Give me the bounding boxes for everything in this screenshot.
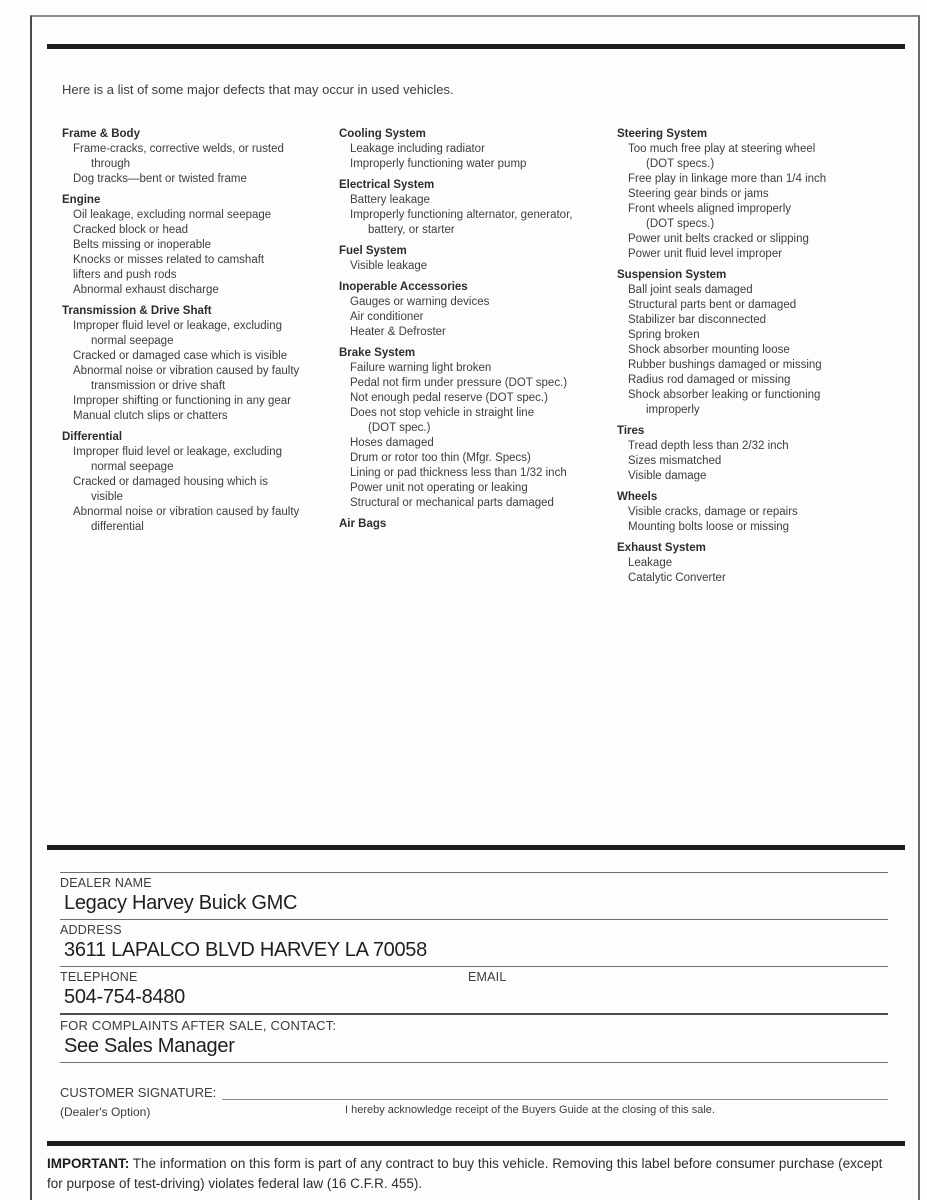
defect-item: (DOT spec.) (368, 422, 431, 434)
defect-item: Abnormal noise or vibration caused by faulty (73, 506, 300, 518)
defect-section (62, 430, 339, 535)
defect-item: Power unit fluid level improper (628, 248, 783, 260)
complaints-label: FOR COMPLAINTS AFTER SALE, CONTACT: (60, 1018, 337, 1033)
important-label: IMPORTANT: (47, 1156, 130, 1171)
address-label: ADDRESS (60, 923, 122, 937)
defect-item: Abnormal exhaust discharge (73, 284, 219, 296)
defect-item: Free play in linkage more than 1/4 inch (628, 173, 827, 185)
defects-column-3 (617, 127, 897, 586)
defect-section (617, 268, 897, 418)
defect-item: through (91, 158, 131, 170)
defect-item: Steering gear binds or jams (628, 188, 769, 200)
defect-item: Structural or mechanical parts damaged (350, 497, 554, 509)
defect-item: Failure warning light broken (350, 362, 492, 374)
defect-item: Improper fluid level or leakage, excluding (73, 320, 283, 332)
defect-section-header: Engine (62, 194, 101, 206)
defect-item: Dog tracks—bent or twisted frame (73, 173, 247, 185)
defect-item: Visible leakage (350, 260, 428, 272)
defect-item: Ball joint seals damaged (628, 284, 753, 296)
defect-item: (DOT specs.) (646, 218, 715, 230)
defect-item: Structural parts bent or damaged (628, 299, 797, 311)
defect-section-header: Inoperable Accessories (339, 281, 468, 293)
defect-item: Does not stop vehicle in straight line (350, 407, 535, 419)
defect-item: Heater & Defroster (350, 326, 446, 338)
defect-item: Too much free play at steering wheel (628, 143, 816, 155)
defect-item: Spring broken (628, 329, 700, 341)
dealer-section-divider-bar (47, 845, 905, 850)
defect-section-header: Air Bags (339, 518, 387, 530)
defect-section-header: Cooling System (339, 128, 426, 140)
customer-signature-block (60, 1085, 888, 1119)
defect-section (617, 127, 897, 262)
defect-item: Power unit belts cracked or slipping (628, 233, 809, 245)
defect-item: differential (91, 521, 144, 533)
defect-item: Knocks or misses related to camshaft (73, 254, 265, 266)
email-label: EMAIL (468, 970, 507, 984)
defect-section (617, 490, 897, 535)
defect-item: Cracked or damaged housing which is (73, 476, 268, 488)
defect-section (617, 424, 897, 484)
defect-item: Improper fluid level or leakage, excluding (73, 446, 283, 458)
defect-section-header: Differential (62, 431, 123, 443)
defect-section (339, 346, 617, 511)
defect-section-header: Exhaust System (617, 542, 706, 554)
signature-line (222, 1085, 888, 1100)
defects-columns (62, 127, 897, 586)
defects-column-1 (62, 127, 339, 586)
defect-item: Belts missing or inoperable (73, 239, 212, 251)
defect-item: Shock absorber leaking or functioning (628, 389, 821, 401)
defect-section-header: Wheels (617, 491, 658, 503)
dealer-name-value: Legacy Harvey Buick GMC (64, 892, 298, 914)
defect-item: Stabilizer bar disconnected (628, 314, 767, 326)
defect-item: Leakage (628, 557, 673, 569)
defect-item: Improperly functioning water pump (350, 158, 527, 170)
defect-section (339, 178, 617, 238)
signature-acknowledgement-text: I hereby acknowledge receipt of the Buyers Guide at the closing of this sale. (345, 1104, 715, 1116)
defect-section (62, 304, 339, 424)
defects-column-2 (339, 127, 617, 586)
important-text: The information on this form is part of any contract to buy this vehicle. Removing this label before consumer purchase (except for purpose of test-driving) violates federal law (16 C.F.R. 455). (47, 1156, 883, 1191)
defect-item: normal seepage (91, 461, 174, 473)
dealers-option-note: (Dealer's Option) (60, 1105, 151, 1119)
dealer-name-label: DEALER NAME (60, 876, 152, 890)
defect-section (339, 244, 617, 274)
defect-item: Abnormal noise or vibration caused by faulty (73, 365, 300, 377)
defect-item: lifters and push rods (73, 269, 177, 281)
defect-item: Drum or rotor too thin (Mfgr. Specs) (350, 452, 531, 464)
defect-item: transmission or drive shaft (91, 380, 226, 392)
defect-section-header: Brake System (339, 347, 416, 359)
defect-section (339, 517, 617, 532)
defect-item: Sizes mismatched (628, 455, 722, 467)
defect-section (617, 541, 897, 586)
field-rule (60, 1062, 888, 1063)
defect-item: Air conditioner (350, 311, 424, 323)
defect-item: Cracked or damaged case which is visible (73, 350, 288, 362)
defect-item: Radius rod damaged or missing (628, 374, 791, 386)
defect-item: Power unit not operating or leaking (350, 482, 528, 494)
top-divider-bar (47, 44, 905, 49)
defects-intro-text: Here is a list of some major defects that may occur in used vehicles. (62, 82, 454, 97)
defect-item: Not enough pedal reserve (DOT spec.) (350, 392, 548, 404)
defect-section-header: Steering System (617, 128, 708, 140)
defect-item: Cracked block or head (73, 224, 189, 236)
defect-section (339, 127, 617, 172)
defect-section (62, 193, 339, 298)
dealer-info-form (60, 872, 888, 1119)
defect-item: Visible damage (628, 470, 707, 482)
defect-item: Hoses damaged (350, 437, 434, 449)
defect-item: normal seepage (91, 335, 174, 347)
defect-item: Leakage including radiator (350, 143, 485, 155)
defect-item: Tread depth less than 2/32 inch (628, 440, 789, 452)
defect-item: Front wheels aligned improperly (628, 203, 791, 215)
defect-section (339, 280, 617, 340)
defect-section-header: Transmission & Drive Shaft (62, 305, 212, 317)
defect-item: Shock absorber mounting loose (628, 344, 790, 356)
defect-section-header: Fuel System (339, 245, 407, 257)
defect-section-header: Frame & Body (62, 128, 140, 140)
defect-item: Improperly functioning alternator, generator, (350, 209, 573, 221)
defect-item: Pedal not firm under pressure (DOT spec.) (350, 377, 568, 389)
defect-item: Catalytic Converter (628, 572, 726, 584)
telephone-label: TELEPHONE (60, 970, 138, 984)
telephone-value: 504-754-8480 (64, 986, 185, 1008)
defect-item: Improper shifting or functioning in any gear (73, 395, 291, 407)
footer-divider-bar (47, 1141, 905, 1146)
defect-item: (DOT specs.) (646, 158, 715, 170)
defect-section-header: Electrical System (339, 179, 435, 191)
defect-item: Battery leakage (350, 194, 430, 206)
complaints-value: See Sales Manager (64, 1035, 235, 1057)
defect-item: Visible cracks, damage or repairs (628, 506, 798, 518)
defect-item: Gauges or warning devices (350, 296, 490, 308)
customer-signature-label: CUSTOMER SIGNATURE: (60, 1085, 217, 1100)
defect-item: Mounting bolts loose or missing (628, 521, 790, 533)
defect-item: battery, or starter (368, 224, 455, 236)
defect-item: visible (91, 491, 123, 503)
defect-item: Rubber bushings damaged or missing (628, 359, 822, 371)
defect-section-header: Suspension System (617, 269, 727, 281)
defect-item: Frame-cracks, corrective welds, or rusted (73, 143, 284, 155)
defect-section (62, 127, 339, 187)
important-notice (47, 1154, 892, 1194)
defect-item: Manual clutch slips or chatters (73, 410, 228, 422)
defect-item: Lining or pad thickness less than 1/32 inch (350, 467, 567, 479)
defect-item: Oil leakage, excluding normal seepage (73, 209, 272, 221)
defect-item: improperly (646, 404, 700, 416)
address-value: 3611 LAPALCO BLVD HARVEY LA 70058 (64, 939, 427, 961)
defect-section-header: Tires (617, 425, 645, 437)
